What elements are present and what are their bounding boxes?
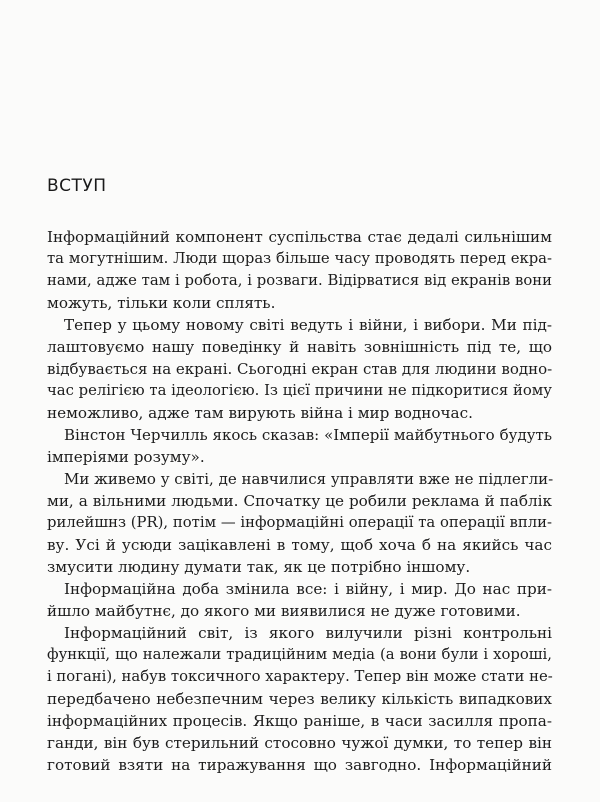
text-line: Інформаційний світ, із якого вилучили різні контрольні [64, 624, 552, 642]
section-heading: ВСТУП [47, 176, 107, 196]
text-line: Інформаційна доба змінила все: і війну, і мир. До нас при- [64, 580, 552, 598]
text-line: час релігією та ідеологією. Із цієї причини не підкоритися йому [47, 382, 552, 399]
paragraph [47, 578, 552, 622]
paragraph [47, 622, 552, 776]
text-line: передбачено небезпечним через велику кількість випадкових [47, 690, 552, 708]
text-line: Ми живемо у світі, де навчилися управляти вже не підлегли- [64, 470, 554, 488]
text-line: неможливо, адже там вирують війна і мир водночас. [47, 404, 473, 422]
text-line: ми, а вільними людьми. Спочатку це робили реклама й паблік [47, 492, 552, 510]
paragraph [47, 226, 552, 314]
text-line: можуть, тільки коли сплять. [47, 294, 276, 312]
text-line: готовий взяти на тиражування що завгодно. Інформаційний [47, 756, 552, 774]
paragraph [47, 314, 552, 424]
text-line: інформаційних процесів. Якщо раніше, в часи засилля пропа- [47, 712, 552, 730]
paragraph [47, 424, 552, 468]
text-line: імперіями розуму». [47, 448, 205, 466]
body-text [47, 226, 552, 776]
text-line: Тепер у цьому новому світі ведуть і війни, і вибори. Ми під- [64, 316, 552, 334]
text-line: функції, що належали традиційним медіа (а вони були і хороші, [47, 646, 552, 663]
text-line: та могутнішим. Люди щораз більше часу проводять перед екра- [47, 250, 552, 267]
text-line: Вінстон Черчилль якось сказав: «Імперії майбутнього будуть [64, 426, 552, 444]
paragraph [47, 468, 552, 578]
text-line: рилейшнз (PR), потім — інформаційні операції та операції впли- [47, 514, 552, 531]
text-line: відбувається на екрані. Сьогодні екран став для людини водно- [47, 360, 553, 378]
text-line: ву. Усі й усюди зацікавлені в тому, щоб хоча б на якийсь час [47, 536, 552, 554]
text-line: лаштовуємо нашу поведінку й навіть зовнішність під те, що [47, 338, 552, 356]
text-line: ганди, він був стерильний стосовно чужої думки, то тепер він [47, 734, 552, 752]
text-line: йшло майбутнє, до якого ми виявилися не дуже готовими. [47, 602, 521, 620]
text-line: Інформаційний компонент суспільства стає дедалі сильнішим [47, 228, 552, 246]
text-line: змусити людину думати так, як це потрібно іншому. [47, 558, 471, 576]
text-line: і погані), набув токсичного характеру. Тепер він може стати не- [47, 668, 553, 685]
text-line: нами, адже там і робота, і розваги. Відірватися від екранів вони [47, 272, 552, 289]
